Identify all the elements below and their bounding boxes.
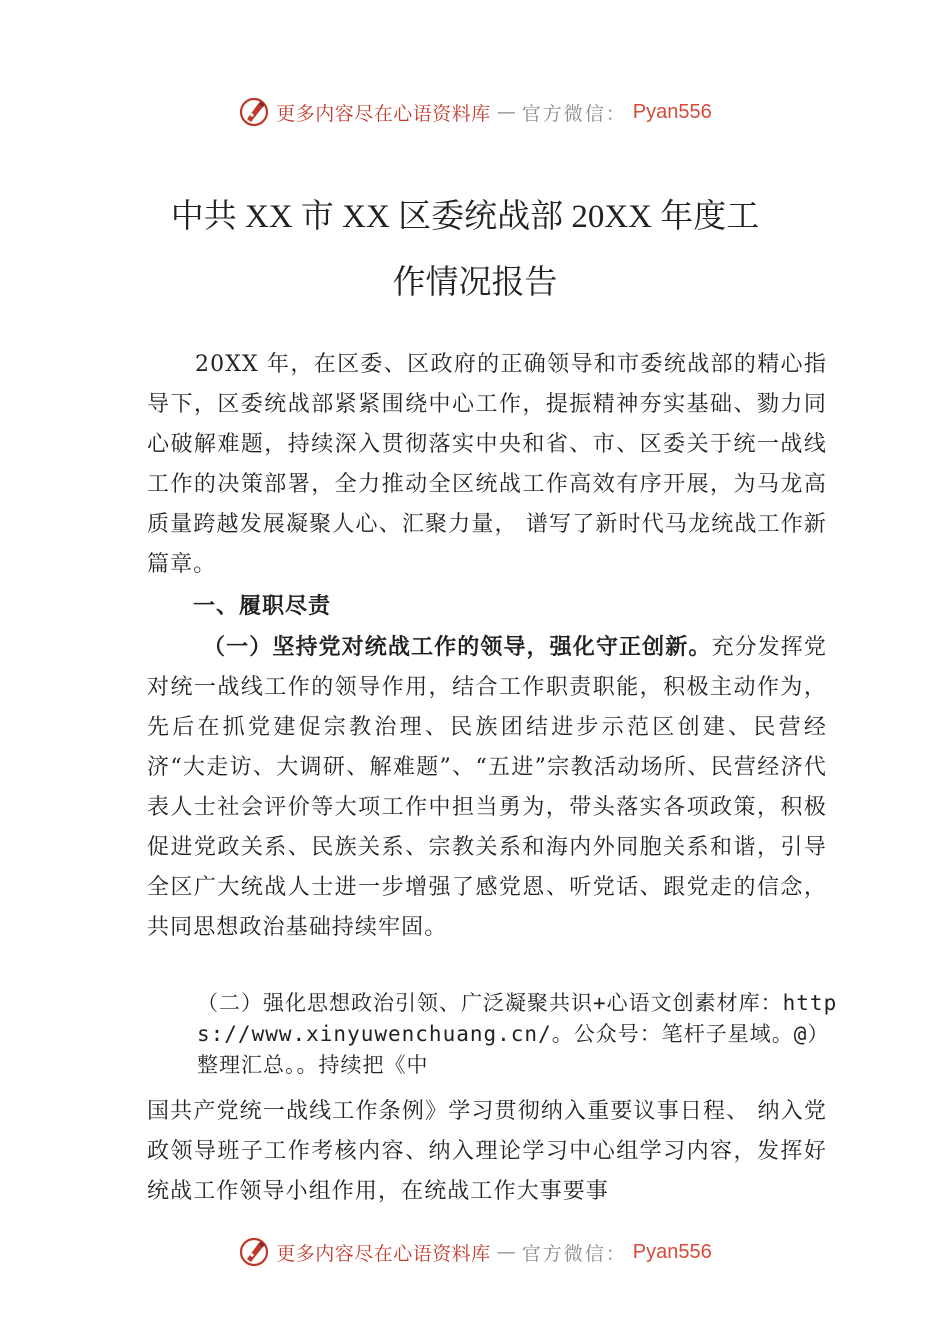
banner-wechat-label: 官方微信：: [521, 102, 627, 125]
banner-separator: —: [496, 1241, 516, 1263]
item1-body: 充分发挥党对统一战线工作的领导作用，结合工作职责职能，积极主动作为，先后在抓党建促宗教治理、民族团结进步示范区创建、民营经济“大走访、大调研、解难题”、“五进”宗教活动场所、民营经济代表人士社会评价等大项工作中担当勇为，带头落实各项政策，积极促进党政关系、民族关系、宗教关系和海内外同胞关系和谐，引导全区广大统战人士进一步增强了感党恩、听党话、跟党走的信念，共同思想政治基础持续牢固。: [147, 635, 827, 940]
item1-lead: （一）坚持党对统战工作的领导，强化守正创新。: [203, 634, 712, 660]
banner-wechat-id: Pyan556: [632, 1240, 712, 1263]
document-title-line2: 作情况报告: [392, 265, 558, 301]
section-heading: 一、履职尽责: [193, 593, 332, 619]
banner-main-text: 更多内容尽在心语资料库: [276, 102, 491, 125]
banner-wechat-id: Pyan556: [632, 100, 712, 123]
item1-paragraph: [147, 627, 827, 948]
item2-paragraph: （二）强化思想政治引领、广泛凝聚共识+心语文创素材库：https://www.xinyuwenchuang.cn/。公众号：笔杆子星域。@）整理汇总。。持续把《中: [197, 991, 838, 1077]
footer-banner: [0, 1232, 950, 1272]
header-banner: [0, 92, 950, 132]
intro-paragraph: 20XX 年，在区委、区政府的正确领导和市委统战部的精心指导下，区委统战部紧紧围绕中心工作，提振精神夯实基础、勠力同心破解难题，持续深入贯彻落实中央和省、市、区委关于统一战线工作的决策部署，全力推动全区统战工作高效有序开展，为马龙高质量跨越发展凝聚人心、汇聚力量， 谱写了新时代马龙统战工作新篇章。: [147, 352, 827, 577]
pen-nib-logo-icon: [238, 1236, 270, 1268]
banner-separator: —: [496, 101, 516, 123]
pen-nib-logo-icon: [238, 96, 270, 128]
banner-main-text: 更多内容尽在心语资料库: [276, 1242, 491, 1265]
banner-wechat-label: 官方微信：: [521, 1242, 627, 1265]
item2-continued-paragraph: 国共产党统一战线工作条例》学习贯彻纳入重要议事日程、 纳入党政领导班子工作考核内容、纳入理论学习中心组学习内容，发挥好统战工作领导小组作用，在统战工作大事要事: [147, 1099, 827, 1204]
document-title-line1: 中共 XX 市 XX 区委统战部 20XX 年度工: [170, 199, 760, 235]
